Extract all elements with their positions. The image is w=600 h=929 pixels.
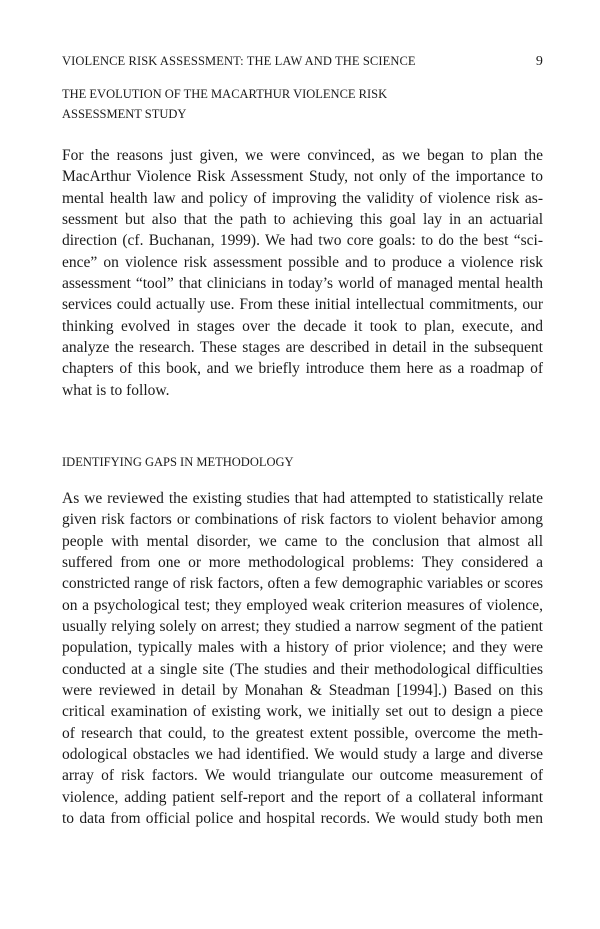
paragraph-line: suffered from one or more methodological problems: They considered a xyxy=(62,554,543,572)
paragraph-line: odological obstacles we had identified. We would study a large and diverse xyxy=(62,746,543,764)
paragraph-line: services could actually use. From these initial intellectual commitments, our xyxy=(62,296,543,314)
paragraph-line: were reviewed in detail by Monahan & Steadman [1994].) Based on this xyxy=(62,682,543,700)
body-paragraph-evolution xyxy=(62,145,543,401)
paragraph-line: assessment “tool” that clinicians in today’s world of managed mental health xyxy=(62,275,543,293)
paragraph-line: usually relying solely on arrest; they studied a narrow segment of the patient xyxy=(62,618,543,636)
body-paragraph-gaps xyxy=(62,488,543,830)
paragraph-line: of research that could, to the greatest extent possible, overcome the meth- xyxy=(62,724,543,742)
paragraph-line: given risk factors or combinations of risk factors to violent behavior among xyxy=(62,511,543,529)
section-heading-line: ASSESSMENT STUDY xyxy=(62,107,187,121)
paragraph-line: For the reasons just given, we were convinced, as we began to plan the xyxy=(62,147,543,164)
paragraph-line: mental health law and policy of improving the validity of violence risk as- xyxy=(62,189,543,207)
paragraph-line: thinking evolved in stages over the decade it took to plan, execute, and xyxy=(62,317,543,335)
page-number: 9 xyxy=(535,54,543,69)
paragraph-line: MacArthur Violence Risk Assessment Study, not only of the importance to xyxy=(62,168,543,186)
paragraph-line: critical examination of existing work, we initially set out to design a piece xyxy=(62,703,543,721)
paragraph-line: ence” on violence risk assessment possible and to produce a violence risk xyxy=(62,253,543,271)
paragraph-line: direction (cf. Buchanan, 1999). We had two core goals: to do the best “sci- xyxy=(62,232,543,250)
paragraph-line: constricted range of risk factors, often a few demographic variables or scores xyxy=(62,575,543,593)
section-heading-evolution xyxy=(62,84,522,124)
paragraph-line: what is to follow. xyxy=(62,381,170,399)
paragraph-line: to data from official police and hospital records. We would study both men xyxy=(62,810,543,828)
paragraph-line: sessment but also that the path to achieving this goal lay in an actuarial xyxy=(62,211,543,229)
paragraph-line: chapters of this book, and we briefly introduce them here as a roadmap of xyxy=(62,360,543,378)
paragraph-line: analyze the research. These stages are described in detail in the subsequent xyxy=(62,339,543,357)
paragraph-line: on a psychological test; they employed weak criterion measures of violence, xyxy=(62,596,543,614)
paragraph-line: violence, adding patient self-report and the report of a collateral informant xyxy=(62,788,543,806)
running-head-title: VIOLENCE RISK ASSESSMENT: THE LAW AND THE SCIENCE xyxy=(62,54,416,68)
running-head xyxy=(62,54,543,74)
paragraph-line: population, typically males with a history of prior violence; and they were xyxy=(62,639,543,657)
paragraph-line: As we reviewed the existing studies that had attempted to statistically relate xyxy=(62,490,543,507)
paragraph-line: array of risk factors. We would triangulate our outcome measurement of xyxy=(62,767,543,785)
section-heading-line: THE EVOLUTION OF THE MACARTHUR VIOLENCE RISK xyxy=(62,87,388,101)
paragraph-line: people with mental disorder, we came to the conclusion that almost all xyxy=(62,532,543,550)
section-heading-gaps xyxy=(62,452,522,472)
paragraph-line: conducted at a single site (The studies and their methodological difficulties xyxy=(62,660,543,678)
section-heading-line: IDENTIFYING GAPS IN METHODOLOGY xyxy=(62,455,294,469)
